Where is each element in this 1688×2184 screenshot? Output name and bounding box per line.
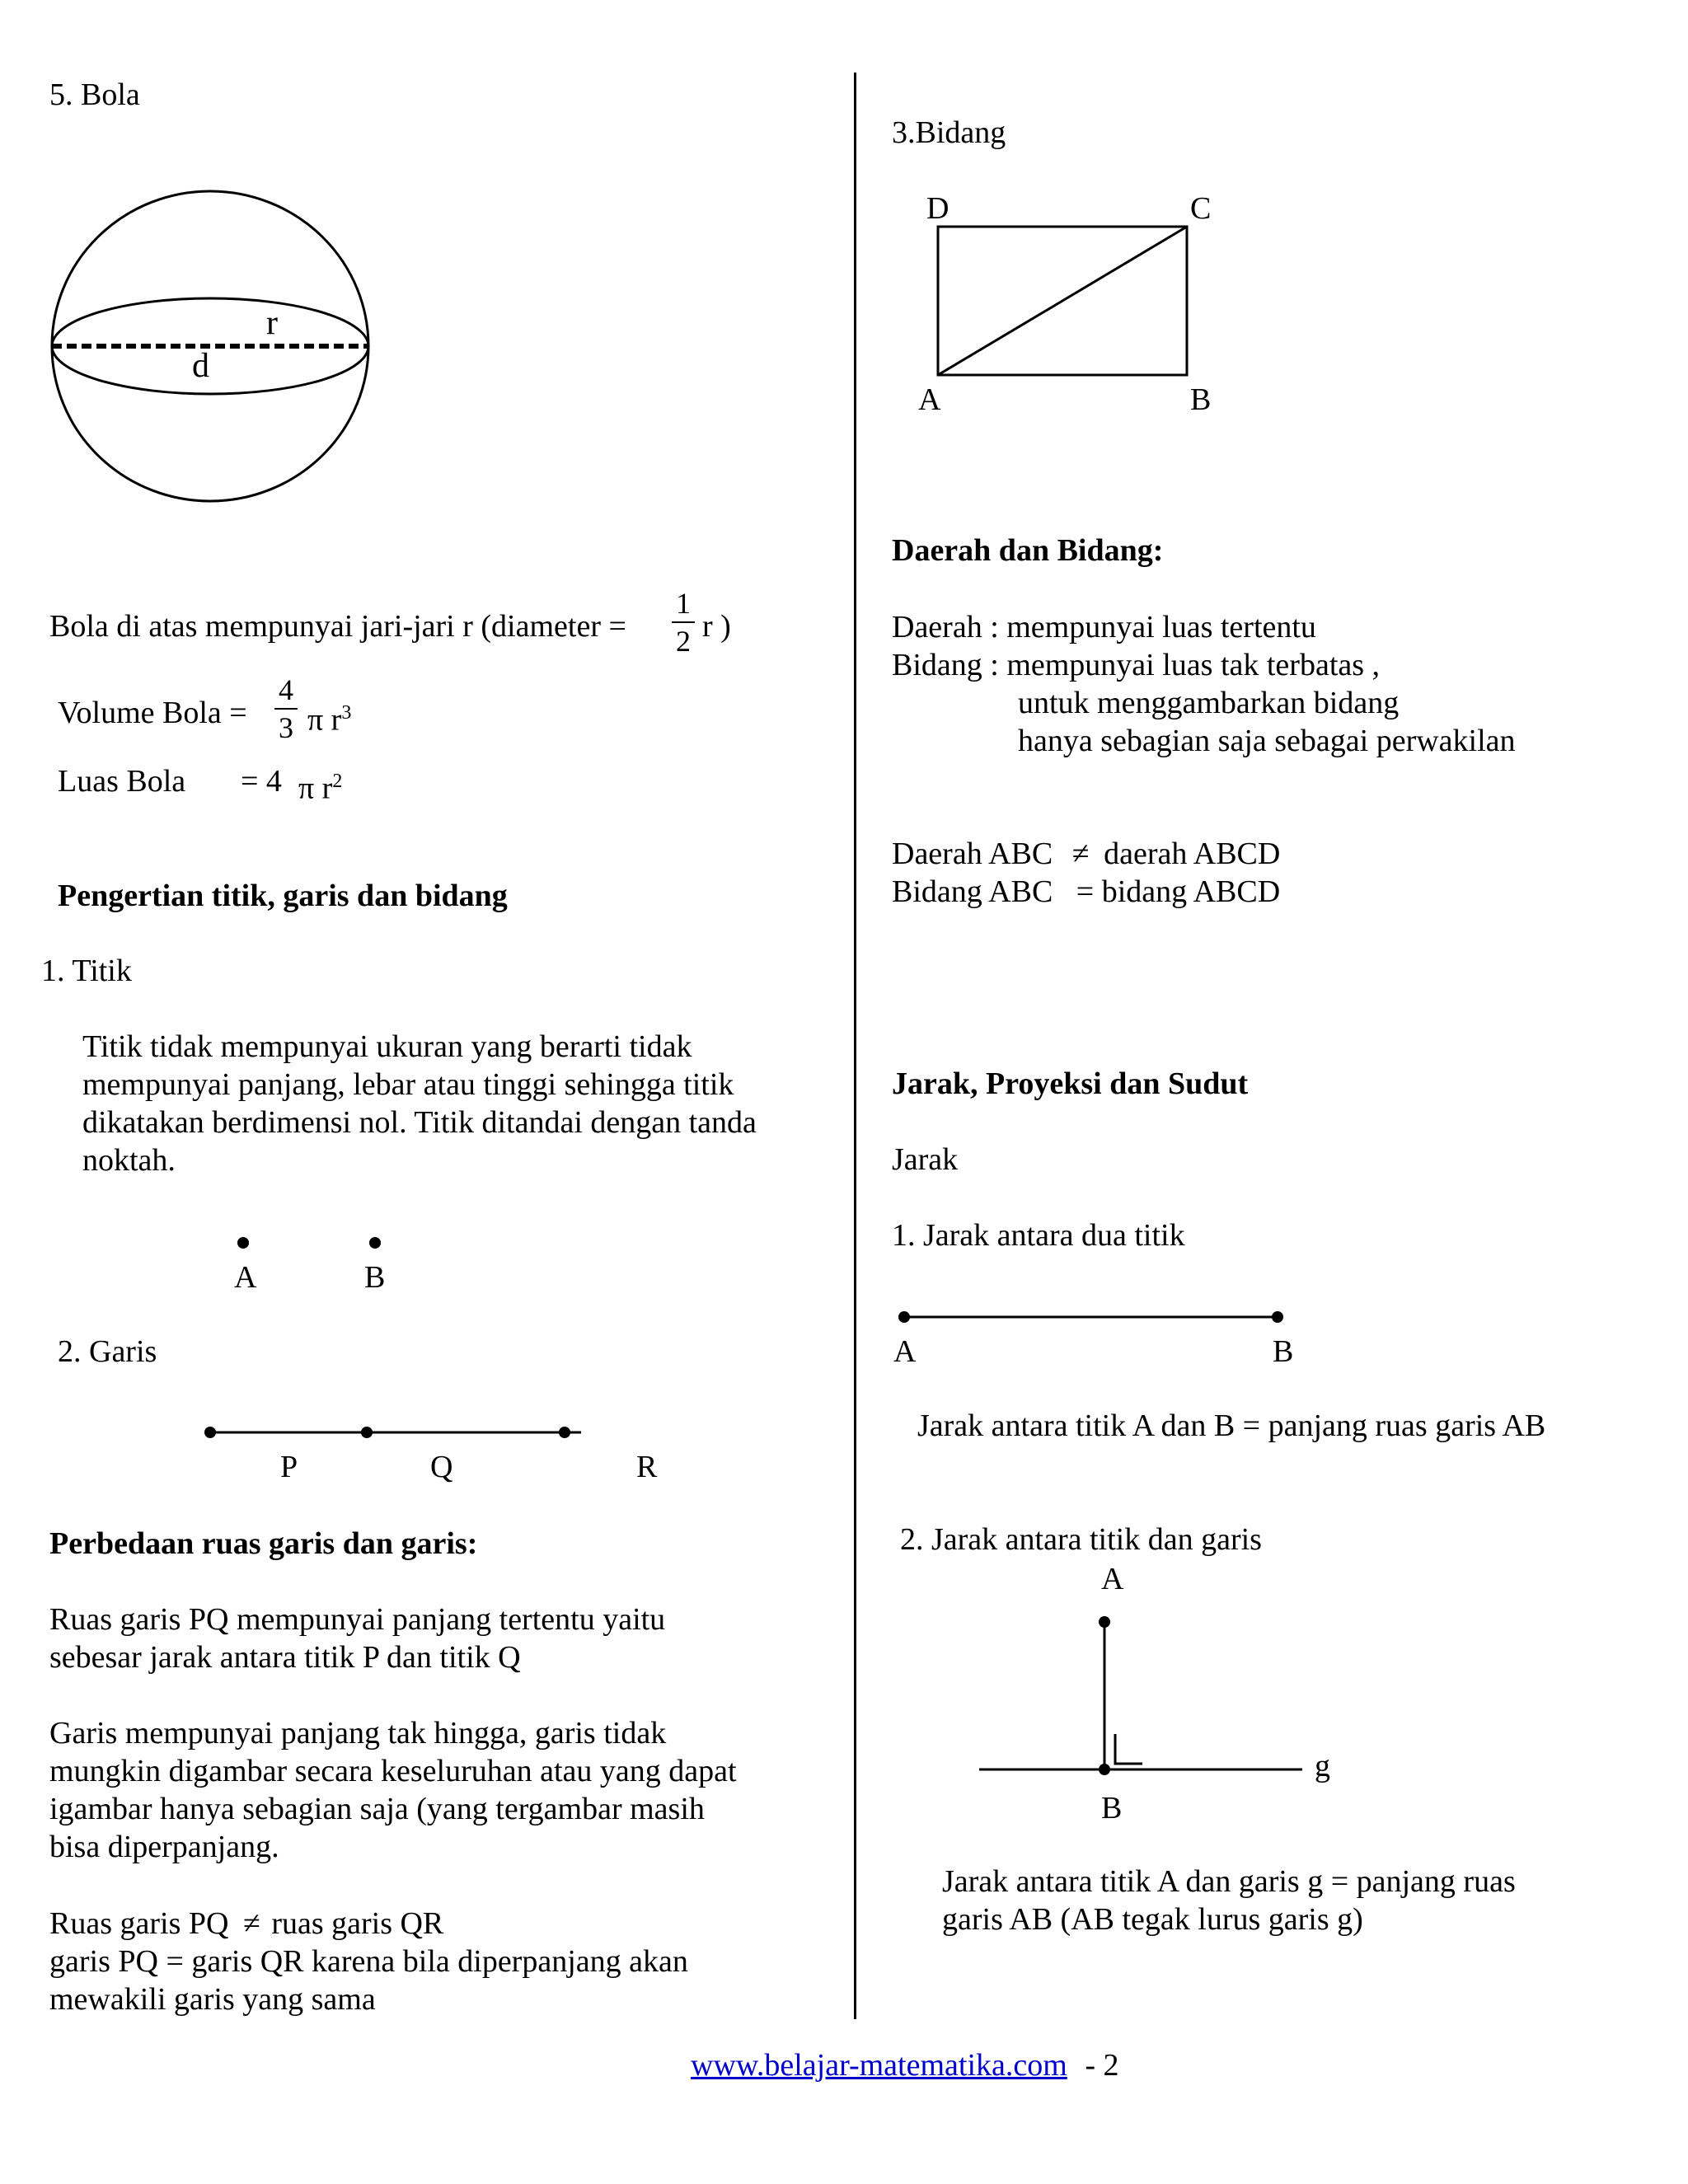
volume-exp: 3 bbox=[341, 702, 352, 724]
point-b bbox=[1099, 1764, 1110, 1775]
jarak2-heading: 2. Jarak antara titik dan garis bbox=[900, 1522, 1262, 1557]
volume-label: Volume Bola = bbox=[58, 696, 247, 730]
sphere-figure bbox=[45, 185, 383, 511]
point-b bbox=[1272, 1311, 1283, 1323]
titik-line: dikatakan berdimensi nol. Titik ditandai dengan tanda bbox=[82, 1105, 757, 1140]
frac-num: 4 bbox=[279, 673, 293, 706]
garis-eq-paragraph bbox=[49, 1943, 688, 2018]
titik-figure bbox=[223, 1228, 412, 1294]
daerah-paragraph bbox=[892, 608, 1380, 684]
bola-heading: 5. Bola bbox=[49, 77, 140, 112]
luas-rest bbox=[298, 762, 342, 808]
daerah-abc-b: daerah ABCD bbox=[1104, 837, 1281, 871]
garis-eq-line: mewakili garis yang sama bbox=[49, 1982, 376, 2017]
point-a-label: A bbox=[893, 1334, 917, 1368]
line-g-label: g bbox=[1315, 1749, 1330, 1783]
rect-label-b: B bbox=[1190, 382, 1212, 417]
volume-rest bbox=[307, 694, 351, 739]
jarak1-heading: 1. Jarak antara dua titik bbox=[892, 1218, 1185, 1253]
point-a-label: A bbox=[1101, 1562, 1124, 1596]
bidang-heading: 3.Bidang bbox=[892, 115, 1006, 150]
titik-line: mempunyai panjang, lebar atau tinggi sehingga titik bbox=[82, 1067, 734, 1102]
point-r bbox=[559, 1427, 570, 1438]
point-b bbox=[369, 1237, 381, 1249]
footer-link[interactable]: www.belajar-matematika.com bbox=[691, 2048, 1067, 2083]
frac-den: 2 bbox=[676, 625, 691, 658]
ruas-neq-b: ruas garis QR bbox=[271, 1906, 444, 1941]
volume-fraction bbox=[272, 672, 300, 746]
garis-line: igambar hanya sebagian saja (yang tergambar masih bbox=[49, 1792, 705, 1826]
point-b-label: B bbox=[1273, 1334, 1294, 1368]
titik-paragraph bbox=[82, 1028, 757, 1179]
luas-exp: 2 bbox=[332, 771, 343, 792]
point-b-label: B bbox=[364, 1260, 386, 1294]
point-a bbox=[237, 1237, 249, 1249]
daerah-abc-a: Daerah ABC bbox=[892, 837, 1053, 871]
daerah-line: Daerah : mempunyai luas tertentu bbox=[892, 610, 1316, 644]
bidang-figure bbox=[907, 185, 1236, 424]
daerah-indent-line: hanya sebagian saja sebagai perwakilan bbox=[1018, 724, 1516, 758]
point-a-label: A bbox=[234, 1260, 257, 1294]
jarak1-figure bbox=[890, 1302, 1302, 1368]
ruas-paragraph bbox=[49, 1601, 665, 1676]
rect-label-d: D bbox=[926, 191, 950, 226]
pengertian-heading: Pengertian titik, garis dan bidang bbox=[58, 879, 508, 913]
jarak2-line: garis AB (AB tegak lurus garis g) bbox=[942, 1902, 1363, 1937]
point-a bbox=[1099, 1616, 1110, 1628]
point-q-label: Q bbox=[430, 1450, 453, 1484]
radius-label: r bbox=[266, 304, 278, 342]
luas-eq: = 4 bbox=[241, 764, 282, 799]
ruas-neq-line bbox=[49, 1905, 443, 1943]
frac-den: 3 bbox=[279, 711, 293, 744]
jarak2-paragraph bbox=[942, 1863, 1516, 1938]
point-q bbox=[361, 1427, 373, 1438]
daerah-indent-paragraph bbox=[1018, 684, 1516, 760]
titik-heading: 1. Titik bbox=[41, 954, 132, 988]
jarak2-line: Jarak antara titik A dan garis g = panjang ruas bbox=[942, 1864, 1516, 1899]
daerah-abc-line bbox=[892, 835, 1280, 873]
rect-label-a: A bbox=[918, 382, 941, 417]
garis-line: Garis mempunyai panjang tak hingga, garis tidak bbox=[49, 1716, 667, 1750]
garis-paragraph bbox=[49, 1714, 737, 1866]
footer bbox=[691, 2046, 1118, 2084]
point-p bbox=[204, 1427, 216, 1438]
garis-heading: 2. Garis bbox=[58, 1334, 157, 1369]
volume-pi-r: π r bbox=[307, 702, 342, 738]
point-a bbox=[898, 1311, 910, 1323]
luas-pi-r: π r bbox=[298, 771, 333, 806]
point-b-label: B bbox=[1101, 1791, 1123, 1825]
point-r-label: R bbox=[636, 1450, 658, 1484]
bola-desc-fraction bbox=[669, 585, 697, 659]
daerah-heading: Daerah dan Bidang: bbox=[892, 533, 1164, 568]
garis-figure bbox=[198, 1418, 676, 1508]
diameter-label: d bbox=[192, 347, 209, 385]
frac-num: 1 bbox=[676, 587, 691, 620]
diagonal-ac bbox=[938, 227, 1187, 375]
page-number: - 2 bbox=[1076, 2048, 1119, 2083]
titik-line: noktah. bbox=[82, 1143, 176, 1178]
column-divider bbox=[854, 73, 856, 2019]
luas-label: Luas Bola bbox=[58, 764, 186, 799]
jarak1-desc: Jarak antara titik A dan B = panjang ruas garis AB bbox=[917, 1408, 1546, 1443]
ruas-line: sebesar jarak antara titik P dan titik Q bbox=[49, 1640, 521, 1675]
bola-desc: Bola di atas mempunyai jari-jari r (diameter = bbox=[49, 609, 626, 644]
garis-line: bisa diperpanjang. bbox=[49, 1830, 279, 1864]
perbedaan-heading: Perbedaan ruas garis dan garis: bbox=[49, 1526, 478, 1561]
rect-label-c: C bbox=[1190, 191, 1212, 226]
jarak2-figure bbox=[973, 1558, 1352, 1830]
garis-line: mungkin digambar secara keseluruhan atau yang dapat bbox=[49, 1754, 737, 1788]
daerah-line: Bidang : mempunyai luas tak terbatas , bbox=[892, 648, 1381, 682]
titik-line: Titik tidak mempunyai ukuran yang berarti tidak bbox=[82, 1029, 692, 1064]
right-angle-marker bbox=[1115, 1734, 1142, 1764]
neq-symbol: ≠ bbox=[1071, 837, 1090, 871]
ruas-line: Ruas garis PQ mempunyai panjang tertentu yaitu bbox=[49, 1602, 666, 1637]
daerah-indent-line: untuk menggambarkan bidang bbox=[1018, 686, 1400, 720]
neq-symbol: ≠ bbox=[242, 1906, 260, 1941]
ruas-neq-a: Ruas garis PQ bbox=[49, 1906, 229, 1941]
point-p-label: P bbox=[280, 1450, 298, 1484]
garis-eq-line: garis PQ = garis QR karena bila diperpanjang akan bbox=[49, 1944, 688, 1979]
bidang-abc-line: Bidang ABC = bidang ABCD bbox=[892, 874, 1281, 909]
bola-desc-end: r ) bbox=[702, 609, 731, 644]
jarak-heading: Jarak, Proyeksi dan Sudut bbox=[892, 1066, 1249, 1101]
jarak-sub: Jarak bbox=[892, 1142, 959, 1177]
